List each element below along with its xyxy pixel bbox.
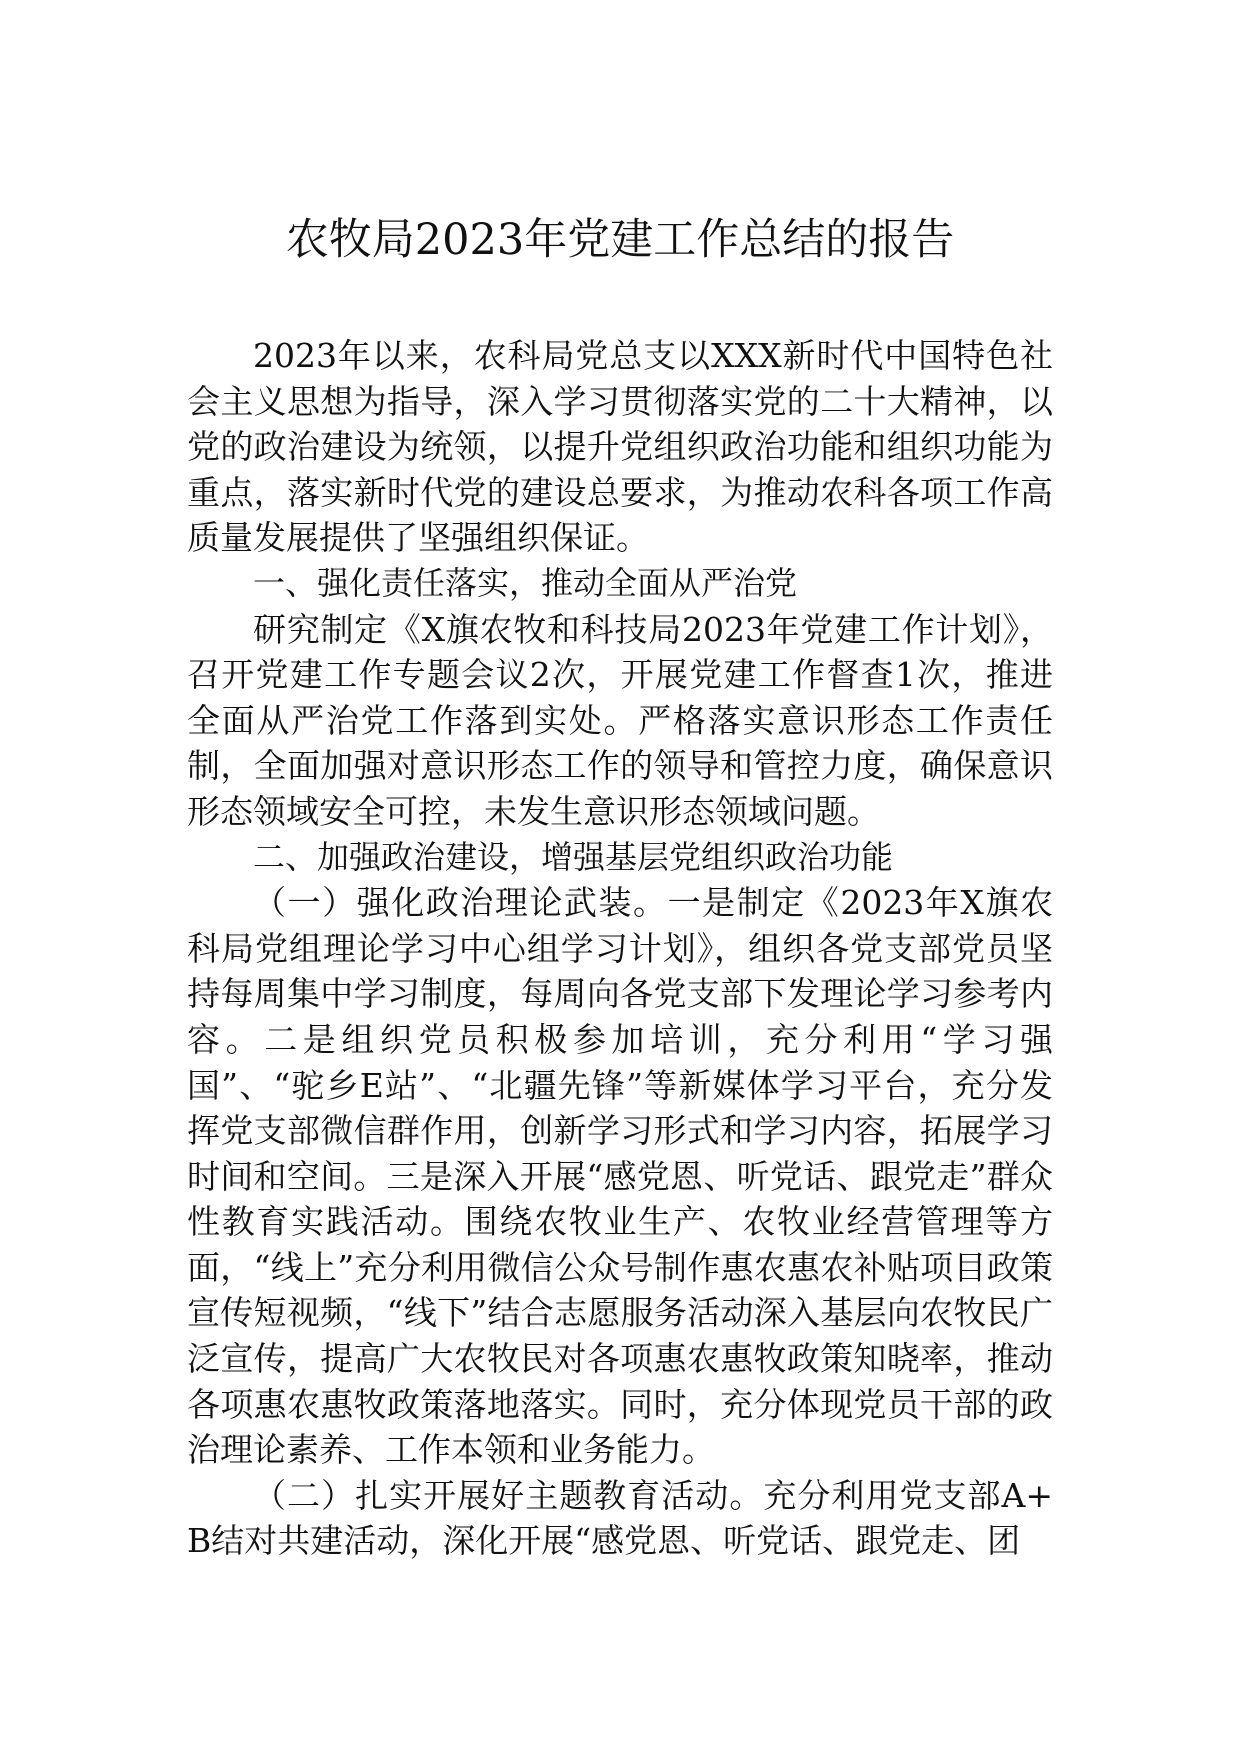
intro-paragraph: 2023年以来，农科局党总支以XXX新时代中国特色社会主义思想为指导，深入学习贯彻落实党的二十大精神，以党的政治建设为统领，以提升党组织政治功能和组织功能为重点，落实新时代党的建设总要求，为推动农科各项工作高质量发展提供了坚强组织保证。 xyxy=(187,336,1053,558)
document-body xyxy=(187,333,1053,1564)
section-heading-2: 二、加强政治建设，增强基层党组织政治功能 xyxy=(253,837,894,876)
document-title: 农牧局2023年党建工作总结的报告 xyxy=(285,215,955,265)
subsection-2-paragraph: （二）扎实开展好主题教育活动。充分利用党支部A+B结对共建活动，深化开展“感党恩、听党话、跟党走、团 xyxy=(187,1475,1053,1561)
section-1-paragraph: 研究制定《X旗农牧和科技局2023年党建工作计划》，召开党建工作专题会议2次，开展党建工作督查1次，推进全面从严治党工作落到实处。严格落实意识形态工作责任制，全面加强对意识形态工作的领导和管控力度，确保意识形态领域安全可控，未发生意识形态领域问题。 xyxy=(187,609,1053,831)
subsection-1-paragraph: （一）强化政治理论武装。一是制定《2023年X旗农科局党组理论学习中心组学习计划》，组织各党支部党员坚持每周集中学习制度，每周向各党支部下发理论学习参考内容。二是组织党员积极参加培训，充分利用“学习强国”、“驼乡E站”、“北疆先锋”等新媒体学习平台，充分发挥党支部微信群作用，创新学习形式和学习内容，拓展学习时间和空间。三是深入开展“感党恩、听党话、跟党走”群众性教育实践活动。围绕农牧业生产、农牧业经营管理等方面，“线上”充分利用微信公众号制作惠农惠农补贴项目政策宣传短视频，“线下”结合志愿服务活动深入基层向农牧民广泛宣传，提高广大农牧民对各项惠农惠牧政策知晓率，推动各项惠农惠牧政策落地落实。同时，充分体现党员干部的政治理论素养、工作本领和业务能力。 xyxy=(187,883,1053,1470)
section-heading-1: 一、强化责任落实，推动全面从严治党 xyxy=(253,563,798,602)
